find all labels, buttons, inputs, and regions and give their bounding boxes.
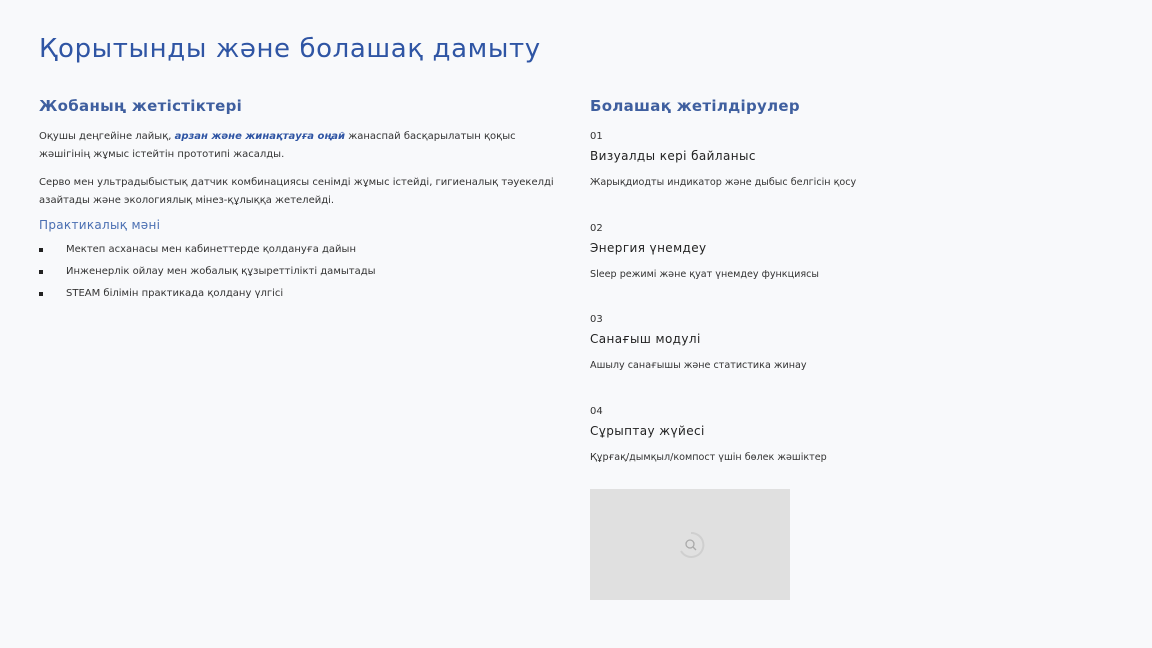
achievements-paragraph-2: Серво мен ультрадыбыстық датчик комбинациясы сенімді жұмыс істейді, гигиеналық тәуекелді азайтады және экологиялық мінез-құлыққа жетелейді.	[39, 177, 554, 206]
achievements-column	[39, 95, 559, 308]
achievements-paragraph-1	[39, 128, 559, 163]
item-title: Энергия үнемдеу	[590, 240, 707, 255]
future-improvements-column	[590, 95, 1110, 496]
improvement-item	[590, 405, 1110, 497]
item-description: Құрғақ/дымқыл/компост үшін бөлек жәшіктер	[590, 451, 827, 463]
bullet-icon	[39, 292, 43, 296]
practical-value-heading: Практикалық мәні	[39, 218, 161, 232]
item-description: Ашылу санағышы және статистика жинау	[590, 360, 807, 371]
item-title: Сұрыптау жүйесі	[590, 423, 705, 438]
item-description: Жарықдиодты индикатор және дыбыс белгісін қосу	[590, 177, 857, 188]
item-number: 01	[590, 131, 603, 142]
bullet-icon	[39, 270, 43, 274]
list-item-text: STEAM білімін практикада қолдану үлгісі	[66, 288, 284, 299]
paragraph-1-start: Оқушы деңгейіне лайық,	[39, 131, 175, 142]
item-title: Визуалды кері байланыс	[590, 149, 756, 163]
bullet-icon	[39, 248, 43, 252]
item-number: 03	[590, 314, 603, 325]
improvement-item	[590, 313, 1110, 405]
item-description: Sleep режимі және қуат үнемдеу функциясы	[590, 268, 819, 280]
list-item-text: Мектеп асханасы мен кабинеттерде қолдануға дайын	[66, 244, 356, 255]
image-placeholder	[590, 489, 790, 600]
future-improvements-heading: Болашақ жетілдірулер	[590, 97, 800, 115]
list-item-text: Инженерлік ойлау мен жобалық құзыреттілікті дамытады	[66, 266, 376, 277]
page-title: Қорытынды және болашақ дамыту	[39, 34, 541, 64]
item-title: Санағыш модулі	[590, 332, 701, 346]
improvement-item	[590, 222, 1110, 314]
paragraph-1-end: жанаспай басқарылатын қоқыс жәшігінің жұмыс істейтін прототипі жасалды.	[39, 131, 516, 160]
improvement-item	[590, 130, 1110, 222]
search-icon	[676, 530, 706, 560]
list-item	[39, 242, 559, 264]
list-item	[39, 286, 559, 308]
item-number: 04	[590, 405, 603, 417]
list-item	[39, 264, 559, 286]
paragraph-1-emphasis: арзан және жинақтауға оңай	[174, 131, 346, 142]
practical-value-list	[39, 242, 559, 308]
item-number: 02	[590, 222, 603, 234]
achievements-heading: Жобаның жетістіктері	[39, 97, 243, 115]
